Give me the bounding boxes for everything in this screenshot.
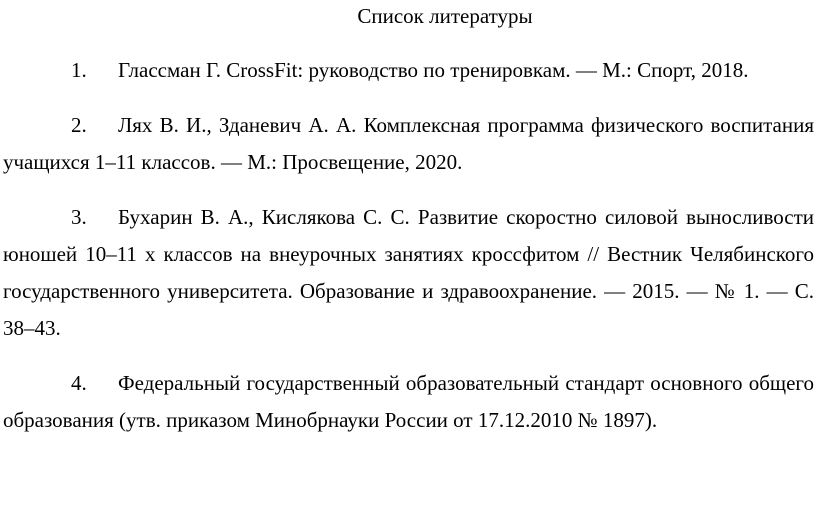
reference-item: [3, 52, 814, 89]
reference-list: [3, 52, 814, 439]
reference-item: [3, 365, 814, 439]
reference-text: Лях В. И., Зданевич А. А. Комплексная программа физического воспитания учащихся 1–11 классов. — М.: Просвещение, 2020.: [3, 113, 814, 174]
page-title: Список литературы: [357, 4, 533, 28]
reference-text: Глассман Г. CrossFit: руководство по тренировкам. — М.: Спорт, 2018.: [118, 58, 749, 82]
reference-text: Бухарин В. А., Кислякова С. С. Развитие скоростно силовой выносливости юношей 10–11 х классов на внеурочных занятиях кроссфитом // Вестник Челябинского государственного университета. Образование и здравоохранение. — 2015. — № 1. — С. 38–43.: [3, 205, 814, 340]
reference-item: [3, 107, 814, 181]
reference-number: 1.: [71, 58, 87, 82]
reference-number: 4.: [71, 371, 87, 395]
reference-item: [3, 199, 814, 347]
reference-text: Федеральный государственный образовательный стандарт основного общего образования (утв. приказом Минобрнауки России от 17.12.2010 № 1897).: [3, 371, 814, 432]
reference-number: 3.: [71, 205, 87, 229]
reference-number: 2.: [71, 113, 87, 137]
